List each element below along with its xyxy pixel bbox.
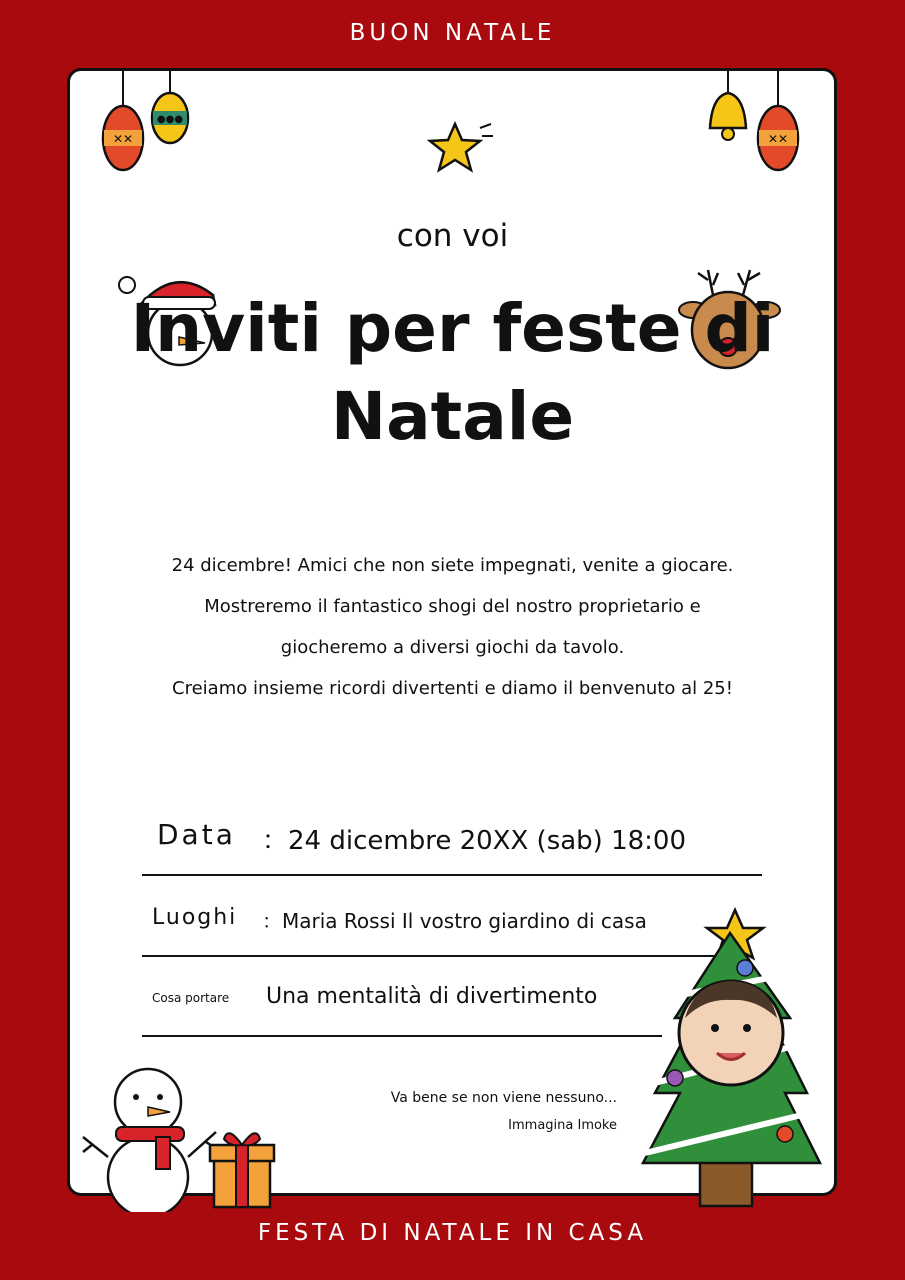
bring-label: Cosa portare [152, 991, 230, 1005]
bring-value: Una mentalità di divertimento [266, 984, 598, 1009]
body-line-1: 24 dicembre! Amici che non siete impegnati, venite a giocare. [171, 555, 734, 576]
bell-ornament-icon [700, 68, 810, 178]
svg-text:✕✕: ✕✕ [767, 132, 789, 146]
date-value: ：24 dicembre 20XX (sab) 18:00 [262, 826, 687, 856]
gift-icon [208, 1125, 276, 1210]
svg-text:✕✕: ✕✕ [112, 132, 134, 146]
ornaments-left-icon [98, 68, 198, 178]
date-label: Data [157, 818, 236, 851]
body-line-2: Mostreremo il fantastico shogi del nostro proprietario e [204, 596, 701, 617]
divider [142, 874, 762, 876]
invitation-title [120, 285, 785, 461]
body-line-4: Creiamo insieme ricordi divertenti e diamo il benvenuto al 25! [172, 678, 733, 699]
title-line-1: Inviti per feste di [130, 290, 775, 367]
body-line-3: giocheremo a diversi giochi da tavolo. [280, 637, 625, 658]
closing-line-1: Va bene se non viene nessuno... [390, 1090, 617, 1106]
christmas-tree-icon [635, 888, 825, 1208]
title-line-2: Natale [330, 378, 575, 455]
snowman-icon [78, 1062, 228, 1212]
divider [142, 1035, 662, 1037]
place-value: ：Maria Rossi Il vostro giardino di casa [262, 909, 647, 933]
place-label: Luoghi [152, 905, 238, 930]
star-icon [425, 118, 500, 183]
closing-line-2: Immagina Imoke [508, 1118, 617, 1133]
footer-title: FESTA DI NATALE IN CASA [257, 1220, 648, 1246]
svg-text:●●●: ●●● [156, 114, 184, 125]
header-title: BUON NATALE [349, 20, 556, 46]
subtitle: con voi [396, 218, 509, 254]
